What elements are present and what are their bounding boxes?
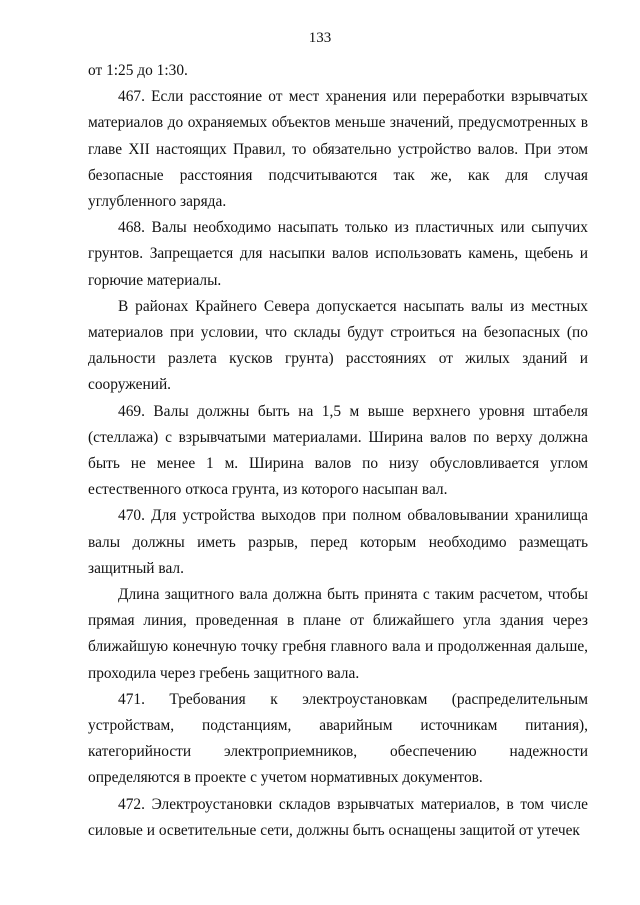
paragraph-472: 472. Электроустановки складов взрывчатых материалов, в том числе силовые и осветительные сети, должны быть оснащены защитой от утечек [88,795,588,839]
paragraph-continuation: от 1:25 до 1:30. [88,62,188,79]
paragraph-469: 469. Валы должны быть на 1,5 м выше верхнего уровня штабеля (стеллажа) с взрывчатыми материалами. Ширина валов по верху должна быть не менее 1 м. Ширина валов по низу обусловливается углом естественного откоса грунта, из которого насыпан вал. [88,402,588,499]
paragraph-467: 467. Если расстояние от мест хранения или переработки взрывчатых материалов до охраняемых объектов меньше значений, предусмотренных в главе XII настоящих Правил, то обязательно устройство валов. При этом безопасные расстояния подсчитываются так же, как для случая углубленного заряда. [88,88,588,211]
paragraph-far-north: В районах Крайнего Севера допускается насыпать валы из местных материалов при условии, что склады будут строиться на безопасных (по дальности разлета кусков грунта) расстояниях от жилых зданий и сооружений. [88,297,588,394]
page-number: 133 [308,30,332,46]
document-body [88,58,588,844]
paragraph-protective-wall: Длина защитного вала должна быть принята с таким расчетом, чтобы прямая линия, проведенная в плане от ближайшего угла здания через ближайшую конечную точку гребня главного вала и продолженная дальше, проходила через гребень защитного вала. [88,586,588,682]
paragraph-471: 471. Требования к электроустановкам (распределительным устройствам, подстанциям, аварийным источникам питания), категорийности электроприемников, обеспечению надежности определяются в проекте с учетом нормативных документов. [88,690,588,787]
paragraph-470: 470. Для устройства выходов при полном обваловывании хранилища валы должны иметь разрыв, перед которым необходимо размещать защитный вал. [88,507,588,577]
paragraph-468: 468. Валы необходимо насыпать только из пластичных или сыпучих грунтов. Запрещается для насыпки валов использовать камень, щебень и горючие материалы. [88,219,588,289]
